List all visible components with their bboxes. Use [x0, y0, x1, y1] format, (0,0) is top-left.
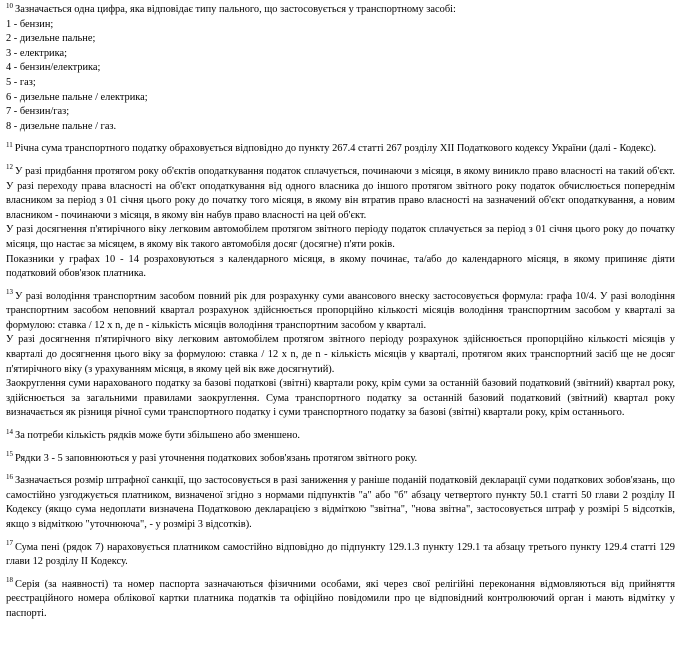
- footnote-paragraph: [6, 474, 675, 532]
- fuel-type-item: 8 - дизельне пальне / газ.: [6, 120, 117, 132]
- footnote-number: 14: [6, 427, 13, 436]
- footnote-paragraph: [6, 541, 675, 570]
- fuel-type-item: 7 - бензин/газ;: [6, 106, 70, 118]
- footnote-text: У разі придбання протягом року об'єктів оподаткування податок сплачується, починаючи з місяця, в якому виникло право власності на такий об'єкт. У разі переходу права власності на об'єкт оподаткування від одного власника до іншого протягом звітного року податок обчислюється попереднім власником за період з 01 січня цього року до початку того місяця, в якому він втратив право власності на зазначений об'єкт оподаткування, а новим власником - починаючи з місяця, в якому він набув право власності на цей об'єкт.: [6, 165, 675, 221]
- footnote-text: За потреби кількість рядків може бути збільшено або зменшено.: [15, 430, 301, 442]
- footnote-text: Серія (за наявності) та номер паспорта зазначаються фізичними особами, які через свої релігійні переконання відмовляються від прийняття реєстраційного номера облікової картки платника податків та офіційно повідомили про це відповідний контролюючий орган і мають відмітку у паспорті.: [6, 578, 675, 619]
- footnote-14: [6, 429, 675, 444]
- footnote-text: Рядки 3 - 5 заповнюються у разі уточнення податкових зобов'язань протягом звітного року.: [15, 452, 418, 464]
- fuel-type-item: 3 - електрика;: [6, 47, 67, 59]
- footnote-number: 11: [6, 140, 13, 149]
- footnote-17: [6, 541, 675, 570]
- fuel-type-item: 5 - газ;: [6, 76, 36, 88]
- footnote-12: [6, 165, 675, 282]
- footnote-18: [6, 578, 675, 622]
- footnote-number: 16: [6, 472, 13, 481]
- footnote-text: Річна сума транспортного податку обраховується відповідно до пункту 267.4 статті 267 розділу XII Податкового кодексу України (далі - Кодекс).: [14, 143, 657, 155]
- footnote-paragraph: [6, 165, 675, 223]
- footnote-text: Зазначається розмір штрафної санкції, що застосовується в разі заниження у раніше поданій податковій декларації суми податкових зобов'язань, що самостійно узгоджується платником, визначеної згідно з нормами підпунктів "а" або "б" абзацу четвертого пункту 50.1 статті 50 глави 2 розділу II Кодексу (якщо сума недоплати визначена Податковою декларацією з відміткою "звітна", "нова звітна", застосовується штраф у розмірі 5 відсотків, якщо з відміткою "уточнююча", - у розмірі 3 відсотків).: [6, 475, 675, 530]
- footnote-paragraph: [6, 452, 675, 467]
- footnote-number: 10: [6, 1, 13, 10]
- footnote-paragraph: [6, 578, 675, 622]
- fuel-type-item: 4 - бензин/електрика;: [6, 62, 101, 74]
- footnote-11: [6, 142, 675, 157]
- footnote-text: Зазначається одна цифра, яка відповідає типу пального, що застосовується у транспортному засобі:: [15, 4, 456, 15]
- footnote-text: У разі володіння транспортним засобом повний рік для розрахунку суми авансового внеску застосовується формула: графа 10/4. У разі володіння транспортним засобом неповний квартал розрахунок здійснюється пропорційно кількості місяців володіння транспортним засобом у кварталі за формулою: ставка / 12 x n, де n - кількість місяців володіння транспортним засобом у кварталі.: [6, 290, 675, 331]
- footnote-paragraph: [6, 290, 675, 334]
- fuel-type-item: 2 - дизельне пальне;: [6, 33, 96, 45]
- footnote-10-intro-line: [6, 3, 675, 18]
- footnote-paragraph: Заокруглення суми нарахованого податку за базові податкові (звітні) квартали року, крім суми за останній базовий податковий (звітний) квартал року, здійснюється за загальними правилами заокруглення. Сума транспортного податку за останній базовий податковий (звітний) квартал року визначається як різниця річної суми транспортного податку і суми транспортного податку за базові (звітні) квартали року, крім останнього.: [6, 378, 675, 419]
- footnote-paragraph: [6, 429, 675, 444]
- fuel-type-item: 6 - дизельне пальне / електрика;: [6, 91, 148, 103]
- footnote-text: Сума пені (рядок 7) нараховується платником самостійно відповідно до підпункту 129.1.3 пункту 129.1 та абзацу третього пункту 129.4 статті 129 глави 12 розділу II Кодексу.: [6, 541, 675, 568]
- footnote-paragraph: У разі досягнення п'ятирічного віку легковим автомобілем протягом звітного періоду розрахунок здійснюється пропорційно кількості місяців у кварталі до досягнення цього віку за формулою: ставка / 12 x n, де n - кількість місяців у кварталі, протягом яких транспортний засіб ще не досяг п'ятирічного віку (з урахуванням місяця, в якому цей вік вже досягнутий).: [6, 334, 675, 375]
- footnote-number: 18: [6, 576, 13, 585]
- footnote-13: [6, 290, 675, 421]
- footnote-paragraph: [6, 142, 675, 157]
- footnote-number: 12: [6, 163, 13, 172]
- footnote-number: 15: [6, 450, 13, 459]
- fuel-type-item: 1 - бензин;: [6, 18, 54, 30]
- footnote-15: [6, 452, 675, 467]
- footnote-10: [6, 3, 675, 134]
- footnote-paragraph: Показники у графах 10 - 14 розраховуються з календарного місяця, в якому починає, та/або до календарного місяця, в якому припиняє діяти податковий обов'язок платника.: [6, 253, 675, 280]
- footnote-number: 13: [6, 288, 13, 297]
- footnote-paragraph: У разі досягнення п'ятирічного віку легковим автомобілем протягом звітного періоду податок сплачується за період з 01 січня цього року до початку місяця, що настає за місяцем, в якому вік такого автомобіля досяг (досягне) п'яти років.: [6, 224, 675, 250]
- footnote-number: 17: [6, 539, 13, 548]
- footnote-16: [6, 474, 675, 532]
